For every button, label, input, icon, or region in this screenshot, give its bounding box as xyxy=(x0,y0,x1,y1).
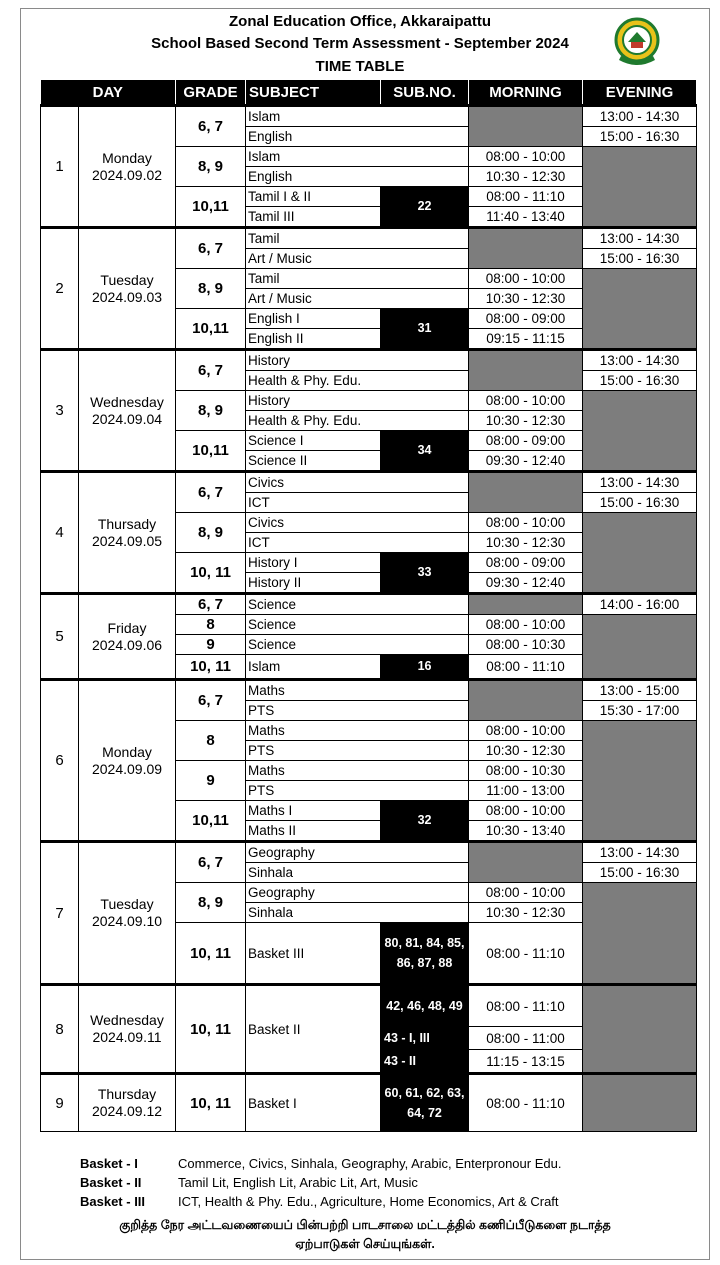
day-name: Thursday xyxy=(97,1086,157,1102)
subject-cell: Health & Phy. Edu. xyxy=(246,411,469,431)
subject-number-line: 64, 72 xyxy=(407,1106,442,1120)
morning-time: 08:00 - 10:00 xyxy=(469,615,583,635)
footer-note-line: ஏற்பாடுகள் செய்யுங்கள். xyxy=(295,1237,435,1251)
subject-number-line: 86, 87, 88 xyxy=(396,956,453,970)
day-cell xyxy=(79,472,176,594)
subject-cell: Maths xyxy=(246,680,469,701)
zonal-office-emblem-icon xyxy=(613,14,661,70)
subject-cell: Maths xyxy=(246,721,469,741)
grade-cell: 8, 9 xyxy=(176,513,246,553)
morning-time: 08:00 - 11:10 xyxy=(469,187,583,207)
basket-row xyxy=(80,1154,700,1173)
grade-cell: 6, 7 xyxy=(176,106,246,147)
subject-number: 31 xyxy=(381,309,469,350)
gray-cell xyxy=(469,350,583,391)
subject-cell: Maths II xyxy=(246,821,381,842)
day-date: 2024.09.02 xyxy=(91,166,163,183)
gray-cell xyxy=(469,106,583,147)
assessment-title: School Based Second Term Assessment - September 2024 xyxy=(151,35,569,52)
subject-cell: Islam xyxy=(246,147,469,167)
table-row xyxy=(41,680,697,701)
subject-cell: Tamil xyxy=(246,269,469,289)
grade-cell: 8 xyxy=(176,615,246,635)
morning-time: 08:00 - 11:10 xyxy=(469,655,583,680)
basket-legend xyxy=(80,1154,700,1211)
morning-time: 11:15 - 13:15 xyxy=(469,1050,583,1074)
grade-cell: 6, 7 xyxy=(176,228,246,269)
grade-cell: 6, 7 xyxy=(176,472,246,513)
subject-number xyxy=(381,923,469,985)
grade-cell: 8, 9 xyxy=(176,269,246,309)
morning-time: 08:00 - 11:10 xyxy=(469,1074,583,1132)
day-name: Friday xyxy=(107,619,147,636)
day-cell xyxy=(79,350,176,472)
morning-time: 08:00 - 10:30 xyxy=(469,761,583,781)
table-row xyxy=(41,985,697,1027)
basket-subjects: Commerce, Civics, Sinhala, Geography, Arabic, Enterpronour Edu. xyxy=(178,1156,562,1171)
col-sub-no: SUB.NO. xyxy=(381,80,469,106)
grade-cell: 9 xyxy=(176,761,246,801)
morning-time: 08:00 - 10:00 xyxy=(469,513,583,533)
morning-time: 08:00 - 10:00 xyxy=(469,147,583,167)
morning-time: 09:15 - 11:15 xyxy=(469,329,583,350)
evening-time: 13:00 - 14:30 xyxy=(583,472,697,493)
subject-number: 33 xyxy=(381,553,469,594)
morning-time: 10:30 - 12:30 xyxy=(469,411,583,431)
day-cell xyxy=(79,594,176,680)
subject-cell: PTS xyxy=(246,781,469,801)
evening-time: 15:00 - 16:30 xyxy=(583,249,697,269)
day-name: Tuesday xyxy=(100,896,154,912)
morning-time: 08:00 - 09:00 xyxy=(469,431,583,451)
grade-cell: 8, 9 xyxy=(176,391,246,431)
subject-cell: PTS xyxy=(246,701,469,721)
gray-cell xyxy=(583,721,697,842)
evening-time: 13:00 - 15:00 xyxy=(583,680,697,701)
evening-time: 13:00 - 14:30 xyxy=(583,106,697,127)
timetable-title: TIME TABLE xyxy=(315,58,405,75)
day-number: 3 xyxy=(41,350,79,472)
day-name: Monday xyxy=(102,743,152,760)
morning-time: 09:30 - 12:40 xyxy=(469,573,583,594)
gray-cell xyxy=(583,147,697,228)
morning-time: 10:30 - 12:30 xyxy=(469,741,583,761)
day-name: Tuesday xyxy=(100,271,154,288)
subject-cell: English II xyxy=(246,329,381,350)
gray-cell xyxy=(469,594,583,615)
gray-cell xyxy=(469,680,583,721)
grade-cell: 9 xyxy=(176,635,246,655)
day-date: 2024.09.11 xyxy=(92,1029,162,1045)
grade-cell: 8, 9 xyxy=(176,883,246,923)
grade-cell: 6, 7 xyxy=(176,350,246,391)
subject-number xyxy=(381,1074,469,1132)
day-date: 2024.09.10 xyxy=(91,913,163,929)
morning-time: 08:00 - 10:00 xyxy=(469,721,583,741)
footer-note-line: குறித்த நேர அட்டவணையைப் பின்பற்றி பாடசாலை மட்டத்தில் கணிப்பீடுகளை நடாத்த xyxy=(119,1218,611,1232)
col-day: DAY xyxy=(41,80,176,106)
evening-time: 13:00 - 14:30 xyxy=(583,350,697,371)
subject-cell: Art / Music xyxy=(246,249,469,269)
subject-cell: History II xyxy=(246,573,381,594)
morning-time: 08:00 - 10:00 xyxy=(469,801,583,821)
subject-cell: English I xyxy=(246,309,381,329)
col-morning: MORNING xyxy=(469,80,583,106)
morning-time: 08:00 - 09:00 xyxy=(469,309,583,329)
grade-cell: 8, 9 xyxy=(176,147,246,187)
subject-cell: Art / Music xyxy=(246,289,469,309)
morning-time: 10:30 - 12:30 xyxy=(469,167,583,187)
morning-time: 11:00 - 13:00 xyxy=(469,781,583,801)
gray-cell xyxy=(583,269,697,350)
basket-row xyxy=(80,1173,700,1192)
grade-cell: 10,11 xyxy=(176,801,246,842)
subject-cell: Islam xyxy=(246,655,381,680)
table-row xyxy=(41,106,697,127)
subject-cell: Maths I xyxy=(246,801,381,821)
subject-cell: English xyxy=(246,127,469,147)
day-cell xyxy=(79,106,176,228)
morning-time: 09:30 - 12:40 xyxy=(469,451,583,472)
grade-cell: 10, 11 xyxy=(176,923,246,985)
subject-cell: Health & Phy. Edu. xyxy=(246,371,469,391)
evening-time: 15:00 - 16:30 xyxy=(583,127,697,147)
morning-time: 08:00 - 10:00 xyxy=(469,269,583,289)
grade-cell: 10,11 xyxy=(176,431,246,472)
day-number: 7 xyxy=(41,842,79,985)
morning-time: 10:30 - 12:30 xyxy=(469,903,583,923)
subject-cell: Sinhala xyxy=(246,863,469,883)
subject-cell: Maths xyxy=(246,761,469,781)
subject-number: 32 xyxy=(381,801,469,842)
col-grade: GRADE xyxy=(176,80,246,106)
gray-cell xyxy=(469,228,583,269)
table-header-row xyxy=(41,80,697,106)
basket-subjects: Tamil Lit, English Lit, Arabic Lit, Art, Music xyxy=(178,1175,418,1190)
day-date: 2024.09.04 xyxy=(91,410,163,427)
morning-time: 10:30 - 12:30 xyxy=(469,533,583,553)
day-number: 4 xyxy=(41,472,79,594)
subject-cell: History xyxy=(246,391,469,411)
day-name: Thursady xyxy=(97,515,157,532)
morning-time: 08:00 - 11:10 xyxy=(469,985,583,1027)
subject-cell: Science xyxy=(246,635,469,655)
evening-time: 13:00 - 14:30 xyxy=(583,842,697,863)
evening-time: 15:30 - 17:00 xyxy=(583,701,697,721)
day-number: 2 xyxy=(41,228,79,350)
subject-cell: Geography xyxy=(246,842,469,863)
subject-cell: History xyxy=(246,350,469,371)
subject-number: 43 - I, III xyxy=(381,1027,469,1050)
grade-cell: 6, 7 xyxy=(176,594,246,615)
gray-cell xyxy=(583,1074,697,1132)
subject-cell: Tamil xyxy=(246,228,469,249)
gray-cell xyxy=(583,513,697,594)
day-number: 6 xyxy=(41,680,79,842)
day-name: Monday xyxy=(102,149,152,166)
subject-number: 22 xyxy=(381,187,469,228)
evening-time: 15:00 - 16:30 xyxy=(583,371,697,391)
day-number: 8 xyxy=(41,985,79,1074)
day-name: Wednesday xyxy=(90,1012,164,1028)
subject-cell: Basket III xyxy=(246,923,381,985)
subject-cell: History I xyxy=(246,553,381,573)
gray-cell xyxy=(583,615,697,680)
evening-time: 14:00 - 16:00 xyxy=(583,594,697,615)
morning-time: 08:00 - 11:00 xyxy=(469,1027,583,1050)
gray-cell xyxy=(469,472,583,513)
day-cell xyxy=(79,842,176,985)
gray-cell xyxy=(583,883,697,985)
day-date: 2024.09.09 xyxy=(91,760,163,777)
table-row xyxy=(41,350,697,371)
morning-time: 08:00 - 10:30 xyxy=(469,635,583,655)
table-row xyxy=(41,1074,697,1132)
table-row xyxy=(41,842,697,863)
day-cell xyxy=(79,985,176,1074)
subject-cell: Sinhala xyxy=(246,903,469,923)
table-row xyxy=(41,594,697,615)
timetable xyxy=(40,80,697,1132)
subject-cell: Geography xyxy=(246,883,469,903)
basket-name: Basket - I xyxy=(80,1156,138,1171)
subject-cell: Basket II xyxy=(246,985,381,1074)
day-cell xyxy=(79,680,176,842)
subject-cell: Islam xyxy=(246,106,469,127)
day-date: 2024.09.03 xyxy=(91,288,163,305)
subject-number-line: 80, 81, 84, 85, xyxy=(384,936,465,950)
grade-cell: 6, 7 xyxy=(176,680,246,721)
gray-cell xyxy=(469,842,583,883)
day-cell xyxy=(79,1074,176,1132)
subject-cell: Civics xyxy=(246,513,469,533)
grade-cell: 10, 11 xyxy=(176,553,246,594)
grade-cell: 8 xyxy=(176,721,246,761)
subject-cell: Science xyxy=(246,594,469,615)
subject-number: 16 xyxy=(381,655,469,680)
day-cell xyxy=(79,228,176,350)
subject-cell: Science I xyxy=(246,431,381,451)
grade-cell: 10,11 xyxy=(176,187,246,228)
subject-cell: Basket I xyxy=(246,1074,381,1132)
morning-time: 08:00 - 10:00 xyxy=(469,883,583,903)
gray-cell xyxy=(583,985,697,1074)
grade-cell: 10, 11 xyxy=(176,655,246,680)
basket-name: Basket - III xyxy=(80,1194,146,1209)
morning-time: 10:30 - 13:40 xyxy=(469,821,583,842)
gray-cell xyxy=(583,391,697,472)
footer-note xyxy=(40,1216,690,1254)
subject-cell: Science xyxy=(246,615,469,635)
day-date: 2024.09.06 xyxy=(91,636,163,653)
basket-name: Basket - II xyxy=(80,1175,142,1190)
morning-time: 08:00 - 10:00 xyxy=(469,391,583,411)
table-row xyxy=(41,228,697,249)
subject-cell: Tamil I & II xyxy=(246,187,381,207)
day-name: Wednesday xyxy=(90,393,164,410)
subject-cell: ICT xyxy=(246,533,469,553)
day-number: 5 xyxy=(41,594,79,680)
morning-time: 10:30 - 12:30 xyxy=(469,289,583,309)
col-evening: EVENING xyxy=(583,80,697,106)
evening-time: 13:00 - 14:30 xyxy=(583,228,697,249)
subject-cell: Civics xyxy=(246,472,469,493)
morning-time: 08:00 - 09:00 xyxy=(469,553,583,573)
grade-cell: 10, 11 xyxy=(176,985,246,1074)
subject-number-line: 60, 61, 62, 63, xyxy=(384,1086,465,1100)
day-number: 1 xyxy=(41,106,79,228)
subject-cell: Tamil III xyxy=(246,207,381,228)
subject-number: 34 xyxy=(381,431,469,472)
grade-cell: 6, 7 xyxy=(176,842,246,883)
day-date: 2024.09.12 xyxy=(91,1103,163,1119)
morning-time: 08:00 - 11:10 xyxy=(469,923,583,985)
grade-cell: 10, 11 xyxy=(176,1074,246,1132)
day-date: 2024.09.05 xyxy=(91,532,163,549)
basket-subjects: ICT, Health & Phy. Edu., Agriculture, Home Economics, Art & Craft xyxy=(178,1194,559,1209)
subject-cell: ICT xyxy=(246,493,469,513)
subject-cell: Science II xyxy=(246,451,381,472)
col-subject: SUBJECT xyxy=(246,80,381,106)
basket-row xyxy=(80,1192,700,1211)
subject-number: 42, 46, 48, 49 xyxy=(381,985,469,1027)
day-number: 9 xyxy=(41,1074,79,1132)
evening-time: 15:00 - 16:30 xyxy=(583,863,697,883)
subject-cell: PTS xyxy=(246,741,469,761)
subject-number: 43 - II xyxy=(381,1050,469,1074)
subject-cell: English xyxy=(246,167,469,187)
morning-time: 11:40 - 13:40 xyxy=(469,207,583,228)
office-title: Zonal Education Office, Akkaraipattu xyxy=(229,13,491,30)
evening-time: 15:00 - 16:30 xyxy=(583,493,697,513)
table-row xyxy=(41,472,697,493)
grade-cell: 10,11 xyxy=(176,309,246,350)
